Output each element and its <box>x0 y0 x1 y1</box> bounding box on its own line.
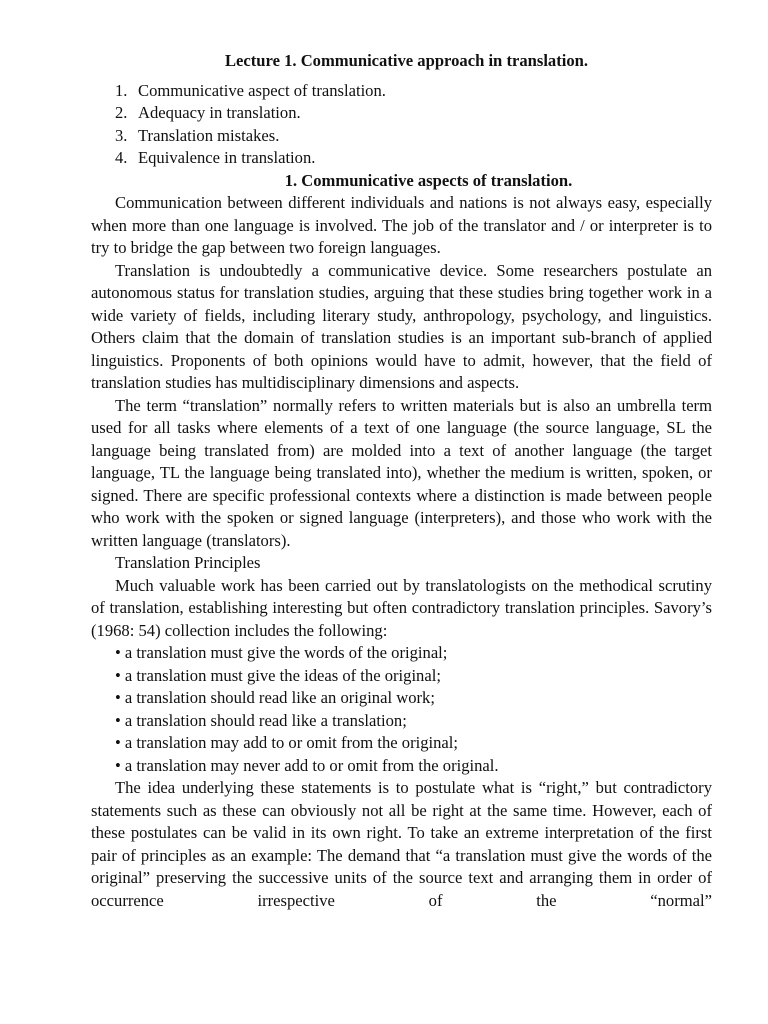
outline-number: 2. <box>115 103 128 122</box>
outline-text: Translation mistakes. <box>138 125 280 145</box>
outline-number: 1. <box>115 80 128 100</box>
principles-list <box>91 642 712 777</box>
paragraph-valuable-work: Much valuable work has been carried out by translatologists on the methodical scrutiny of translation, establishing interesting but often contradictory translation principles. Savory’s (1968: 54) collection includes the following: <box>91 575 712 640</box>
outline-item <box>91 147 712 170</box>
outline-item <box>91 125 712 148</box>
paragraph-idea-underlying: The idea underlying these statements is to postulate what is “right,” but contradictory statements such as these can obviously not all be right at the same time. However, each of these postulates can be valid in its own right. To take an extreme interpretation of the first pair of principles as an example: The demand that “a translation must give the words of the original” preserving the successive units of the source text and arranging them in order of occurrence irrespective of the “normal” <box>91 778 712 910</box>
outline-item <box>91 102 712 125</box>
outline-item <box>91 80 712 103</box>
principle-item: • a translation should read like a translation; <box>115 710 712 733</box>
outline-number: 4. <box>115 148 128 167</box>
principle-item: • a translation must give the ideas of the original; <box>115 665 712 688</box>
principle-item: • a translation should read like an original work; <box>115 687 712 710</box>
document-page <box>91 50 712 912</box>
lecture-title: Lecture 1. Communicative approach in translation. <box>224 51 589 70</box>
paragraph-communicative-device: Translation is undoubtedly a communicative device. Some researchers postulate an autonomous status for translation studies, arguing that these studies bring together work in a wide variety of fields, including literary study, anthropology, psychology, and linguistics. Others claim that the domain of translation studies is an important sub-branch of applied linguistics. Proponents of both opinions would have to admit, however, that the field of translation studies has multidisciplinary dimensions and aspects. <box>91 260 712 392</box>
subheading-translation-principles: Translation Principles <box>115 553 261 572</box>
outline-text: Communicative aspect of translation. <box>138 80 386 100</box>
section-heading: 1. Communicative aspects of translation. <box>284 170 573 190</box>
outline-list <box>91 80 712 170</box>
principle-item: • a translation may add to or omit from the original; <box>115 732 712 755</box>
outline-text: Equivalence in translation. <box>138 148 316 167</box>
principle-item: • a translation may never add to or omit from the original. <box>115 755 712 778</box>
outline-number: 3. <box>115 125 128 145</box>
paragraph-communication: Communication between different individuals and nations is not always easy, especially when more than one language is involved. The job of the translator and / or interpreter is to try to bridge the gap between two foreign languages. <box>91 193 712 257</box>
principle-item: • a translation must give the words of the original; <box>115 642 712 665</box>
outline-text: Adequacy in translation. <box>138 103 301 122</box>
paragraph-term-translation: The term “translation” normally refers to written materials but is also an umbrella term used for all tasks where elements of a text of one language (the source language, SL the language being translated from) are molded into a text of another language (the target language, TL the language being translated into), whether the medium is written, spoken, or signed. There are specific professional contexts where a distinction is made between people who work with the spoken or signed language (interpreters), and those who work with the written language (translators). <box>91 395 712 550</box>
